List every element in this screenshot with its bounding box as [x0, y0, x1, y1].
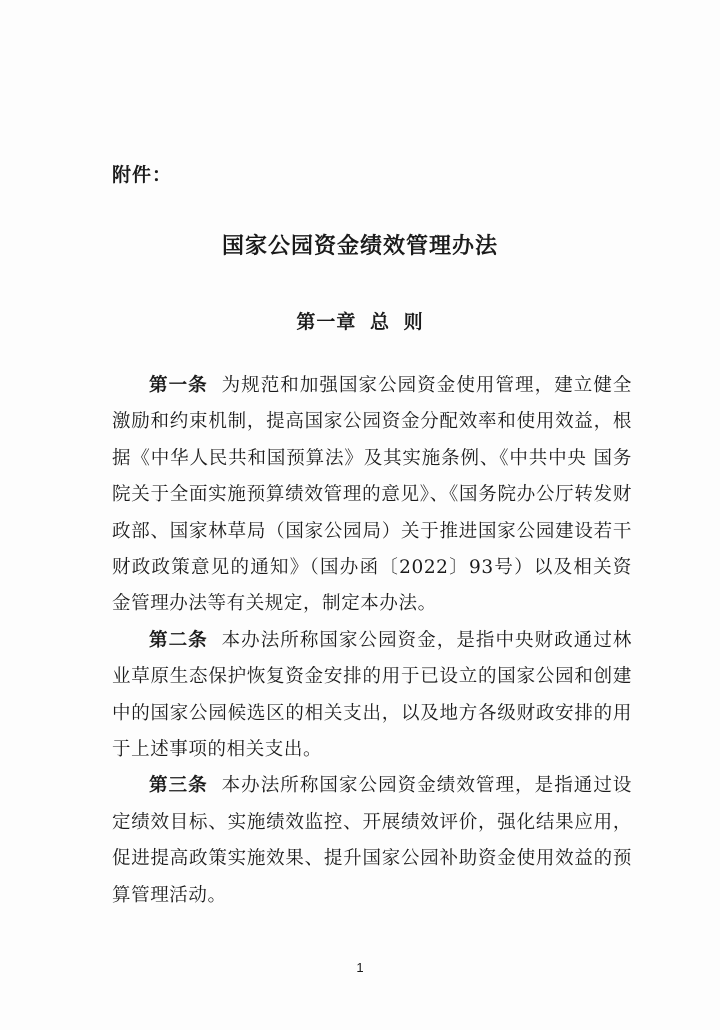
article-paragraph	[112, 623, 632, 769]
article-label: 第一条	[149, 375, 208, 396]
document-body	[112, 368, 632, 914]
document-title: 国家公园资金绩效管理办法	[221, 234, 498, 259]
article-paragraph	[112, 768, 632, 914]
article-text: 本办法所称国家公园资金，是指中央财政通过林业草原生态保护恢复资金安排的用于已设立的国家公园和创建中的国家公园候选区的相关支出，以及地方各级财政安排的用于上述事项的相关支出。	[112, 629, 632, 761]
page-number: 1	[356, 960, 364, 975]
article-paragraph	[112, 368, 632, 623]
article-text: 为规范和加强国家公园资金使用管理，建立健全激励和约束机制，提高国家公园资金分配效率和使用效益，根据《中华人民共和国预算法》及其实施条例、《中共中央 国务院关于全面实施预算绩效管理的意见》、《国务院办公厅转发财政部、国家林草局（国家公园局）关于推进国家公园建设若干财政政策意见的通知》（国办函〔2022〕93号）以及相关资金管理办法等有关规定，制定本办法。	[112, 375, 632, 615]
attachment-label: 附件：	[112, 164, 173, 186]
article-label: 第三条	[149, 775, 208, 797]
article-label: 第二条	[149, 629, 208, 651]
article-text: 本办法所称国家公园资金绩效管理，是指通过设定绩效目标、实施绩效监控、开展绩效评价，强化结果应用，促进提高政策实施效果、提升国家公园补助资金使用效益的预算管理活动。	[112, 775, 632, 906]
chapter-heading: 第一章 总 则	[296, 311, 424, 333]
